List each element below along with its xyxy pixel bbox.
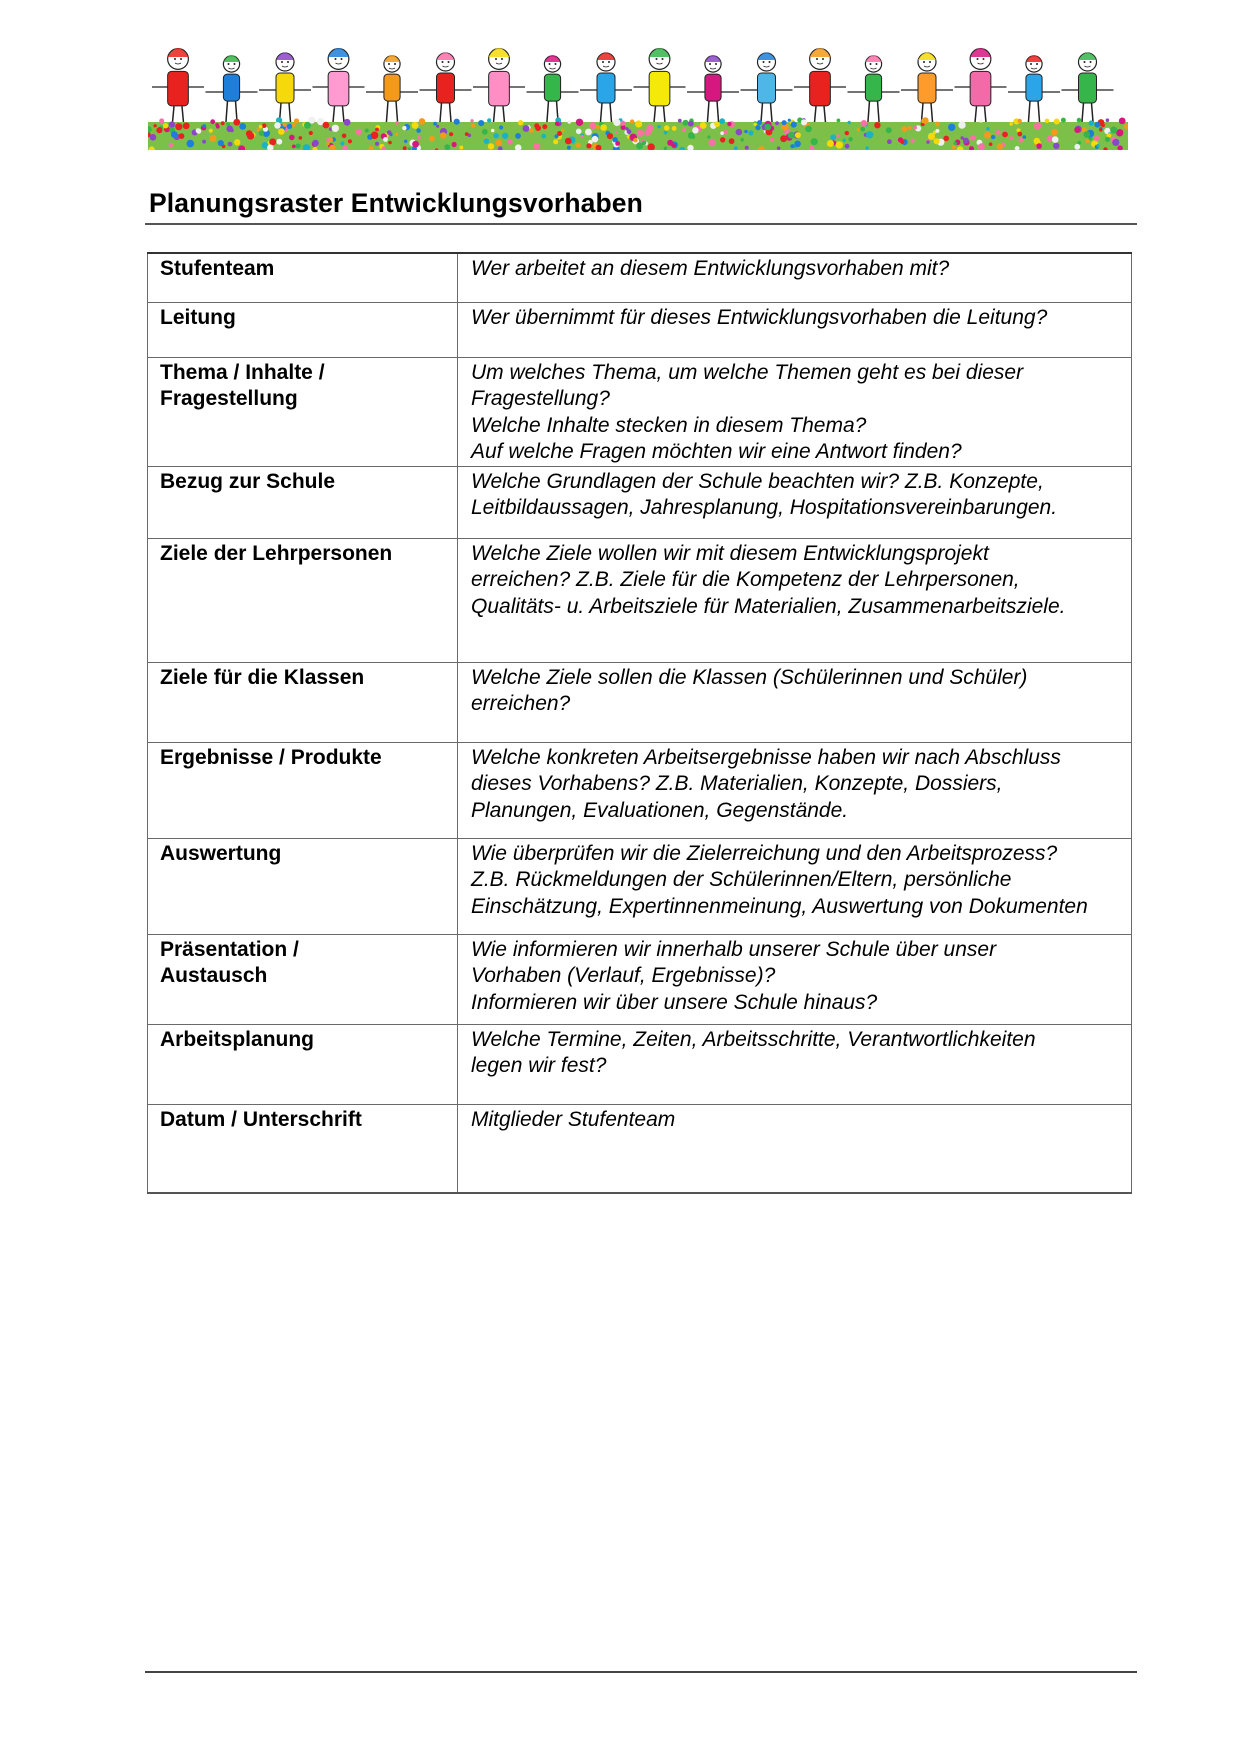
page-title: Planungsraster Entwicklungsvorhaben [149, 188, 643, 218]
row-description[interactable] [458, 538, 1132, 662]
child-figure [1008, 55, 1060, 128]
row-description[interactable] [458, 357, 1132, 466]
row-label-line: Ziele für die Klassen [160, 665, 365, 689]
table-row [148, 302, 1132, 357]
row-description-line: Welche Termine, Zeiten, Arbeitsschritte, Verantwortlichkeiten [471, 1027, 1036, 1051]
row-label [148, 742, 458, 838]
table-row [148, 466, 1132, 538]
row-label [148, 253, 458, 302]
row-description-line: Mitglieder Stufenteam [471, 1107, 676, 1131]
row-description-line: Auf welche Fragen möchten wir eine Antwort finden? [471, 440, 962, 463]
row-label-line: Leitung [160, 305, 236, 329]
row-label-line: Datum / Unterschrift [160, 1107, 362, 1131]
row-label [148, 538, 458, 662]
footer-divider [145, 1671, 1137, 1673]
row-label [148, 466, 458, 538]
flower-meadow [148, 117, 1128, 150]
row-label [148, 662, 458, 742]
row-description-line: Um welches Thema, um welche Themen geht es bei dieser [471, 360, 1024, 384]
table-row [148, 838, 1132, 934]
row-label [148, 838, 458, 934]
row-description-line: Qualitäts- u. Arbeitsziele für Materialien, Zusammenarbeitsziele. [471, 594, 1066, 618]
table-row [148, 1024, 1132, 1104]
row-label [148, 357, 458, 466]
row-description[interactable] [458, 302, 1132, 357]
row-label [148, 1024, 458, 1104]
planning-grid-table [147, 252, 1132, 1194]
row-description-line: Welche Ziele wollen wir mit diesem Entwicklungsprojekt [471, 541, 989, 565]
row-description-line: Vorhaben (Verlauf, Ergebnisse)? [471, 964, 776, 987]
children-figures [152, 48, 1114, 128]
row-description[interactable] [458, 934, 1132, 1024]
row-label [148, 302, 458, 357]
row-label-line: Auswertung [160, 841, 282, 865]
row-description-line: Welche Ziele sollen die Klassen (Schülerinnen und Schüler) [471, 665, 1028, 689]
child-figure [473, 48, 525, 128]
child-figure [955, 48, 1007, 128]
row-label-line: Präsentation / [160, 937, 299, 961]
row-label-line: Fragestellung [160, 387, 298, 410]
table-row [148, 662, 1132, 742]
row-description-line: Leitbildaussagen, Jahresplanung, Hospitationsvereinbarungen. [471, 496, 1058, 519]
child-figure [848, 55, 900, 128]
row-description[interactable] [458, 466, 1132, 538]
row-label-line: Thema / Inhalte / [160, 360, 325, 384]
child-figure [527, 55, 579, 128]
row-description[interactable] [458, 742, 1132, 838]
row-description[interactable] [458, 838, 1132, 934]
child-figure [206, 55, 258, 128]
row-label-line: Bezug zur Schule [160, 469, 336, 493]
table-row [148, 742, 1132, 838]
row-description-line: erreichen? [471, 692, 571, 715]
row-description-line: Wer übernimmt für dieses Entwicklungsvorhaben die Leitung? [471, 305, 1048, 329]
row-description[interactable] [458, 1104, 1132, 1193]
row-description-line: erreichen? Z.B. Ziele für die Kompetenz der Lehrpersonen, [471, 568, 1020, 591]
child-figure [687, 55, 739, 128]
row-description[interactable] [458, 253, 1132, 302]
row-description-line: Welche Grundlagen der Schule beachten wir? Z.B. Konzepte, [471, 469, 1044, 493]
row-description-line: Wer arbeitet an diesem Entwicklungsvorhaben mit? [471, 257, 950, 280]
row-label [148, 934, 458, 1024]
row-description-line: dieses Vorhabens? Z.B. Materialien, Konzepte, Dossiers, [471, 772, 1003, 795]
row-description-line: Einschätzung, Expertinnenmeinung, Auswertung von Dokumenten [471, 894, 1088, 918]
row-label-line: Arbeitsplanung [160, 1027, 315, 1051]
child-figure [741, 52, 793, 128]
table-row [148, 1104, 1132, 1193]
child-figure [901, 52, 953, 128]
table-row [148, 357, 1132, 466]
table-row [148, 934, 1132, 1024]
table-row [148, 253, 1132, 302]
child-figure [152, 48, 204, 128]
row-description-line: Welche konkreten Arbeitsergebnisse haben wir nach Abschluss [471, 745, 1061, 769]
row-description-line: Fragestellung? [471, 387, 610, 410]
table-row [148, 538, 1132, 662]
row-label-line: Stufenteam [160, 257, 275, 280]
row-label-line: Austausch [160, 964, 268, 987]
child-figure [259, 52, 311, 128]
children-holding-hands-icon [148, 40, 1128, 150]
row-description-line: Welche Inhalte stecken in diesem Thema? [471, 413, 867, 437]
child-figure [313, 48, 365, 128]
child-figure [1062, 52, 1114, 128]
row-description-line: Informieren wir über unsere Schule hinaus? [471, 990, 878, 1014]
row-description-line: Wie überprüfen wir die Zielerreichung und den Arbeitsprozess? [471, 841, 1058, 865]
child-figure [420, 52, 472, 128]
row-label [148, 1104, 458, 1193]
row-description-line: Z.B. Rückmeldungen der Schülerinnen/Eltern, persönliche [471, 868, 1012, 891]
child-figure [794, 48, 846, 128]
title-divider [145, 223, 1137, 225]
row-description[interactable] [458, 1024, 1132, 1104]
row-description-line: legen wir fest? [471, 1054, 607, 1077]
row-description-line: Planungen, Evaluationen, Gegenstände. [471, 798, 849, 822]
child-figure [366, 55, 418, 128]
row-label-line: Ziele der Lehrpersonen [160, 541, 393, 565]
banner-illustration [148, 40, 1128, 150]
row-description[interactable] [458, 662, 1132, 742]
row-label-line: Ergebnisse / Produkte [160, 745, 382, 769]
child-figure [634, 48, 686, 128]
row-description-line: Wie informieren wir innerhalb unserer Schule über unser [471, 937, 997, 961]
child-figure [580, 52, 632, 128]
